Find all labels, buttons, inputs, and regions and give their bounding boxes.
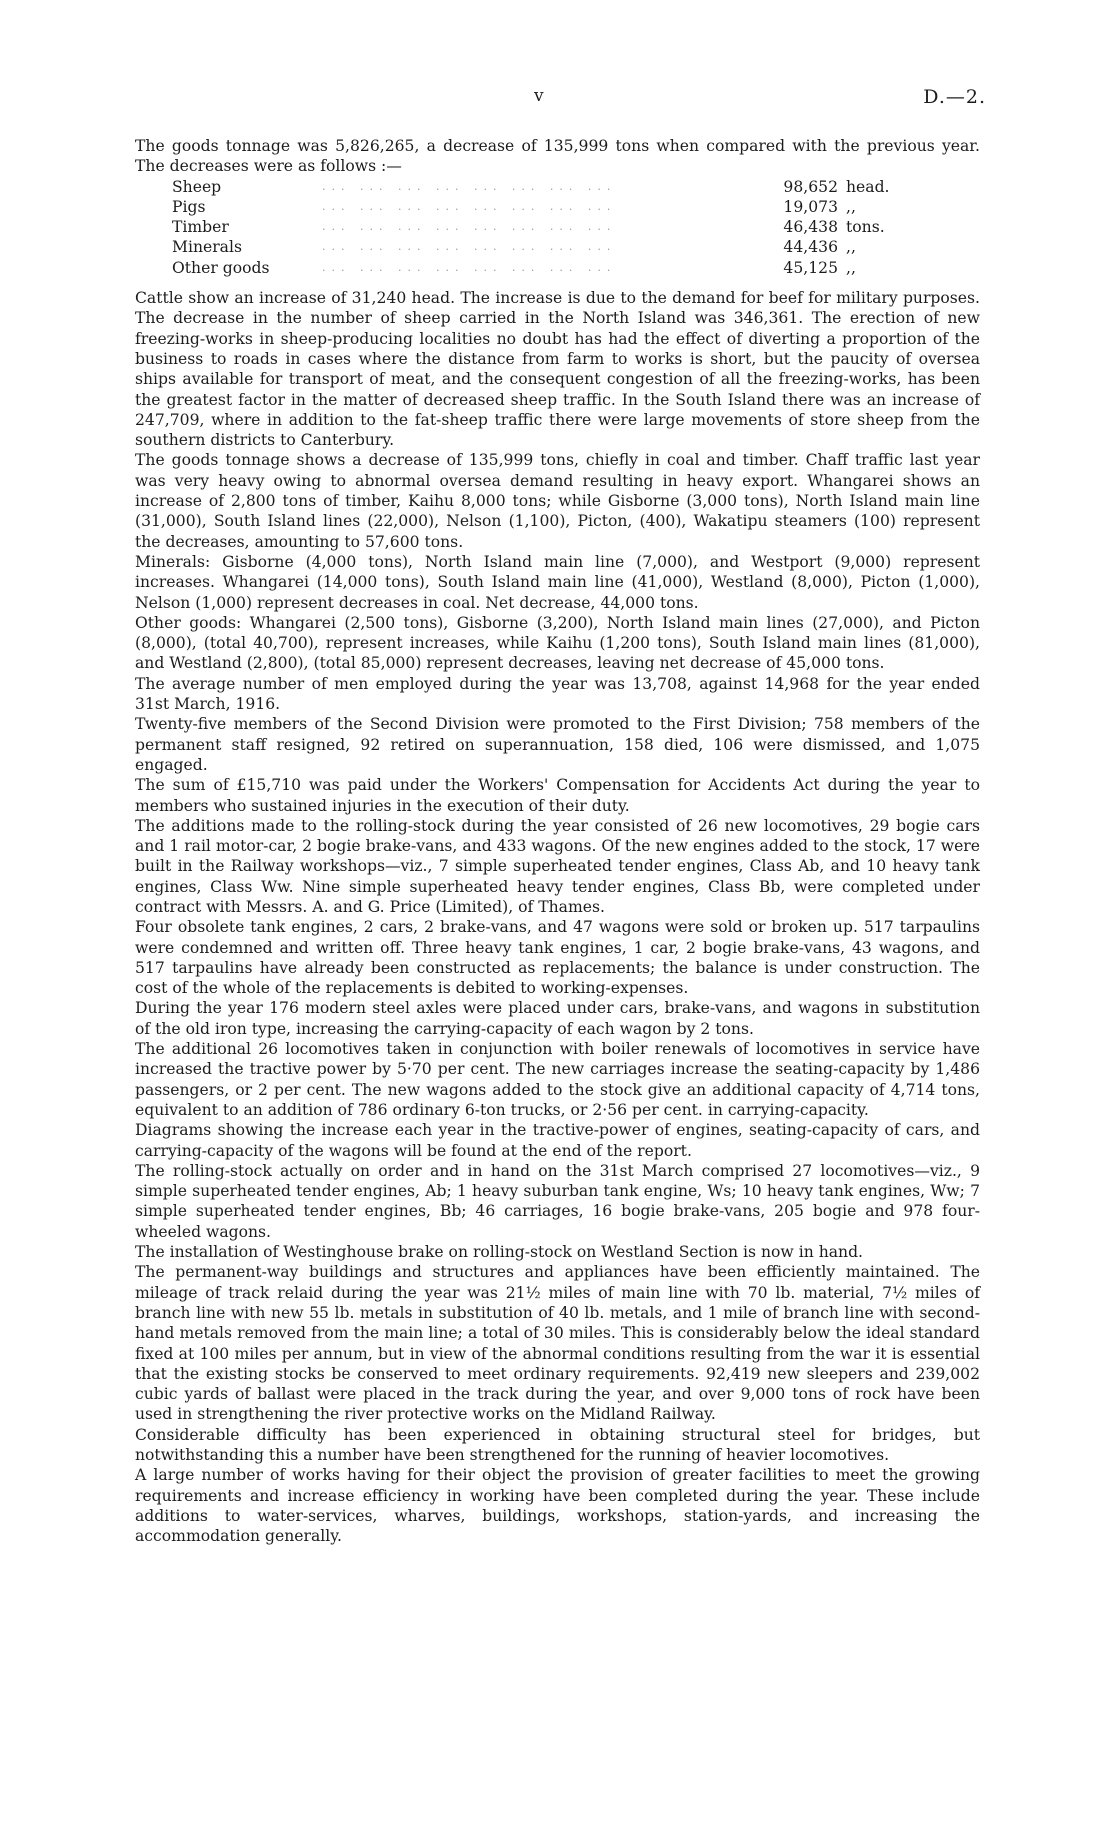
row-value: 46,438	[783, 218, 838, 237]
row-value: 19,073	[783, 197, 838, 216]
row-unit: ,,	[846, 258, 856, 277]
row-unit: tons.	[846, 218, 885, 237]
paragraph-rolling-stock-additions: The additions made to the rolling-stock during the year consisted of 26 new locomotives, 29 bogie cars and 1 rail motor-car, 2 bogie brake-vans, and 433 wagons. Of the new engines added to the stock, 17 were built in the Railway workshops—viz., 7 simple superheated tender engines, Class Ab, and 10 heavy tank engines, Class Ww. Nine simple superheated heavy tender engines, Class Bb, were completed under contract with Messrs. A. and G. Price (Limited), of Thames.	[135, 816, 980, 916]
row-leader: ... ... ... ... ... ... ... ...	[322, 199, 617, 213]
table-row	[172, 237, 932, 257]
row-unit: ,,	[846, 197, 856, 216]
table-row	[172, 197, 932, 217]
intro-paragraph: The goods tonnage was 5,826,265, a decrease of 135,999 tons when compared with the previous year. The decreases were as follows :—	[135, 137, 980, 176]
row-item: Timber	[172, 218, 229, 237]
row-leader: ... ... ... ... ... ... ... ...	[322, 260, 617, 274]
row-leader: ... ... ... ... ... ... ... ...	[322, 179, 617, 193]
paragraph-diagrams: Diagrams showing the increase each year in the tractive-power of engines, seating-capacity of cars, and carrying-capacity of the wagons will be found at the end of the report.	[135, 1121, 980, 1160]
paragraph-staff-changes: Twenty-five members of the Second Division were promoted to the First Division; 758 members of the permanent staff resigned, 92 retired on superannuation, 158 died, 106 were dismissed, and 1,075 engaged.	[135, 715, 980, 774]
row-unit: head.	[846, 177, 890, 196]
row-value: 44,436	[783, 238, 838, 257]
paragraph-westinghouse-brake: The installation of Westinghouse brake on rolling-stock on Westland Section is now in hand.	[135, 1243, 864, 1262]
paragraph-permanent-way: The permanent-way buildings and structures and appliances have been efficiently maintained. The mileage of track relaid during the year was 21½ miles of main line with 70 lb. material, 7½ miles of branch line with new 55 lb. metals in substitution of 40 lb. metals, and 1 mile of branch line with second-hand metals removed from the main line; a total of 30 miles. This is considerably below the ideal standard fixed at 100 miles per annum, but in view of the abnormal conditions resulting from the war it is essential that the existing stocks be conserved to meet ordinary requirements. 92,419 new sleepers and 239,002 cubic yards of ballast were placed in the track during the year, and over 9,000 tons of rock have been used in strengthening the river protective works on the Midland Railway.	[135, 1263, 980, 1424]
paragraph-other-goods: Other goods: Whangarei (2,500 tons), Gisborne (3,200), North Island main lines (27,000), and Picton (8,000), (total 40,700), represent increases, while Kaihu (1,200 tons), South Island main lines (81,000), and Westland (2,800), (total 85,000) represent decreases, leaving net decrease of 45,000 tons.	[135, 613, 980, 673]
body-text	[135, 136, 980, 1546]
paragraph-capacity-increase: The additional 26 locomotives taken in conjunction with boiler renewals of locomotives in service have increased the tractive power by 5·70 per cent. The new carriages increase the seating-capacity by 1,486 passengers, or 2 per cent. The new wagons added to the stock give an additional capacity of 4,714 tons, equivalent to an addition of 786 ordinary 6-ton trucks, or 2·56 per cent. in carrying-capacity.	[135, 1040, 980, 1119]
paragraph-stock-on-order: The rolling-stock actually on order and in hand on the 31st March comprised 27 locomotives—viz., 9 simple superheated tender engines, Ab; 1 heavy suburban tank engine, Ws; 10 heavy tank engines, Ww; 7 simple superheated tender engines, Bb; 46 carriages, 16 bogie brake-vans, 205 bogie and 978 four-wheeled wagons.	[135, 1161, 980, 1241]
page-number: v	[534, 86, 544, 106]
paragraph-compensation: The sum of £15,710 was paid under the Workers' Compensation for Accidents Act during the year to members who sustained injuries in the execution of their duty.	[135, 776, 980, 815]
row-item: Sheep	[172, 177, 222, 196]
row-item: Pigs	[172, 197, 206, 216]
page-header	[0, 86, 1114, 116]
paragraph-obsolete-stock: Four obsolete tank engines, 2 cars, 2 brake-vans, and 47 wagons were sold or broken up. 517 tarpaulins were condemned and written off. Three heavy tank engines, 1 car, 2 bogie brake-vans, 43 wagons, and 517 tarpaulins have already been constructed as replacements; the balance is under construction. The cost of the whole of the replacements is debited to working-expenses.	[135, 918, 980, 998]
paragraph-structural-steel: Considerable difficulty has been experienced in obtaining structural steel for bridges, but notwithstanding this a number have been strengthened for the running of heavier locomotives.	[135, 1425, 980, 1464]
table-row	[172, 177, 932, 197]
paragraph-cattle: Cattle show an increase of 31,240 head. The increase is due to the demand for beef for military purposes. The decrease in the number of sheep carried in the North Island was 346,361. The erection of new freezing-works in sheep-producing localities no doubt has had the effect of diverting a proportion of the business to roads in cases where the distance from farm to works is short, but the paucity of oversea ships available for transport of meat, and the consequent congestion of all the freezing-works, has been the greatest factor in the matter of decreased sheep traffic. In the South Island there was an increase of 247,709, where in addition to the fat-sheep traffic there were large movements of store sheep from the southern districts to Canterbury.	[135, 289, 980, 450]
document-reference: D.—2.	[923, 86, 986, 108]
row-leader: ... ... ... ... ... ... ... ...	[322, 240, 617, 254]
paragraph-goods-tonnage: The goods tonnage shows a decrease of 135,999 tons, chiefly in coal and timber. Chaff traffic last year was very heavy owing to abnormal oversea demand resulting in heavy export. Whangarei shows an increase of 2,800 tons of timber, Kaihu 8,000 tons; while Gisborne (3,000 tons), North Island main line (31,000), South Island lines (22,000), Nelson (1,100), Picton, (400), Wakatipu steamers (100) represent the decreases, amounting to 57,600 tons.	[135, 451, 980, 551]
decreases-table	[172, 177, 932, 278]
row-leader: ... ... ... ... ... ... ... ...	[322, 220, 617, 234]
row-unit: ,,	[846, 238, 856, 257]
paragraph-men-employed: The average number of men employed during the year was 13,708, against 14,968 for the year ended 31st March, 1916.	[135, 674, 980, 714]
row-value: 98,652	[783, 177, 838, 196]
table-row	[172, 217, 932, 237]
row-item: Other goods	[172, 258, 270, 277]
table-row	[172, 258, 932, 278]
paragraph-works-completed: A large number of works having for their object the provision of greater facilities to meet the growing requirements and increase efficiency in working have been completed during the year. These include additions to water-services, wharves, buildings, workshops, station-yards, and increasing the accommodation generally.	[135, 1466, 980, 1546]
paragraph-minerals: Minerals: Gisborne (4,000 tons), North Island main line (7,000), and Westport (9,000) represent increases. Whangarei (14,000 tons), South Island main line (41,000), Westland (8,000), Picton (1,000), Nelson (1,000) represent decreases in coal. Net decrease, 44,000 tons.	[135, 552, 980, 612]
row-value: 45,125	[783, 258, 838, 277]
row-item: Minerals	[172, 238, 242, 257]
paragraph-steel-axles: During the year 176 modern steel axles were placed under cars, brake-vans, and wagons in substitution of the old iron type, increasing the carrying-capacity of each wagon by 2 tons.	[135, 999, 980, 1038]
